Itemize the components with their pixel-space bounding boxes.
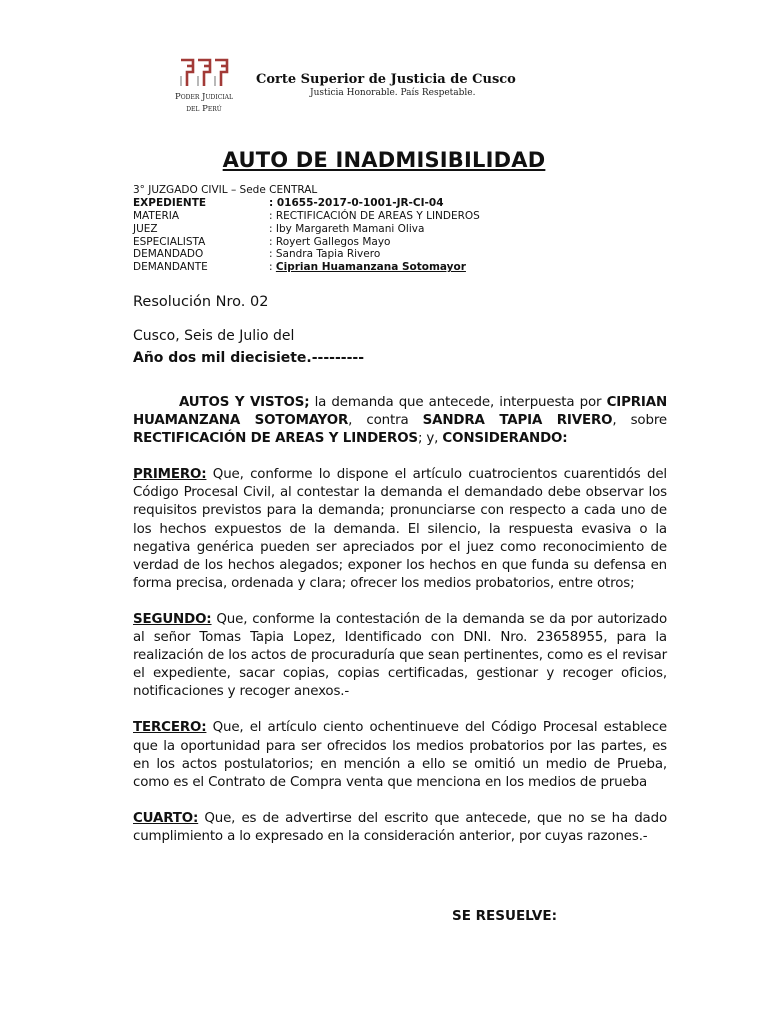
logo-text-line2: del Perú — [186, 104, 222, 114]
paragraph-autos-y-vistos — [133, 394, 667, 448]
document-body — [133, 394, 667, 864]
paragraph-primero — [133, 466, 667, 593]
defendant-name-bold: SANDRA TAPIA RIVERO — [422, 413, 613, 429]
paragraph-text: Que, conforme la contestación de la demanda se da por autorizado al señor Tomas Tapia Lopez, Identificado con DNI. Nro. 23658955, para la realización de los actos de procuraduría que sean pertinentes, como es el revisar el expediente, sacar copias, copias certificadas, gestionar y recoger oficios, notificaciones y recoger anexos.- — [133, 611, 667, 700]
meta-value: : RECTIFICACIÓN DE AREAS Y LINDEROS — [269, 209, 480, 222]
meta-row-expediente — [133, 197, 613, 210]
paragraph-text: , contra — [348, 413, 423, 429]
paragraph-segundo — [133, 611, 667, 701]
autos-y-vistos-heading: AUTOS Y VISTOS; — [179, 395, 310, 410]
tercero-heading: TERCERO: — [133, 720, 207, 736]
year-line: Año dos mil diecisiete.--------- — [133, 350, 365, 366]
document-title: AUTO DE INADMISIBILIDAD — [222, 148, 546, 172]
meta-label: EXPEDIENTE — [133, 196, 207, 209]
meta-value-prefix: : — [269, 261, 276, 274]
court-motto: Justicia Honorable. País Respetable. — [310, 88, 476, 98]
place-date: Cusco, Seis de Julio del — [133, 328, 295, 344]
meta-value: : Royert Gallegos Mayo — [269, 235, 391, 248]
meta-row-especialista — [133, 236, 613, 249]
meta-value: : Iby Margareth Mamani Oliva — [269, 222, 425, 235]
meta-label: JUEZ — [133, 222, 158, 235]
poder-judicial-logo — [168, 58, 240, 115]
paragraph-text: Que, el artículo ciento ochentinueve del Código Procesal establece que la oportunidad para ser ofrecidos los medios probatorios por las partes, es en los actos postulatorios; en mención a ello se omitió un medio de Prueba, como es el Contrato de Compra venta que menciona en los medios de prueba — [133, 720, 667, 790]
paragraph-text: Que, conforme lo dispone el artículo cuatrocientos cuarentidós del Código Procesal Civil, al contestar la demanda el demandado debe observar los requisitos previstos para la demanda; pronunciarse con respecto a cada uno de los hechos expuestos de la demanda. El silencio, la respuesta evasiva o la negativa genérica pueden ser apreciados por el juez como reconocimiento de verdad de los hechos alegados; exponer los hechos en que funda su defensa en forma precisa, ordenada y clara; ofrecer los medios probatorios, entre otros; — [133, 467, 667, 591]
segundo-heading: SEGUNDO: — [133, 611, 212, 627]
se-resuelve-heading: SE RESUELVE: — [452, 908, 557, 924]
meta-value — [269, 261, 466, 274]
meta-row-materia — [133, 210, 613, 223]
considerando-heading: CONSIDERANDO: — [442, 431, 568, 447]
meta-court-text: 3° JUZGADO CIVIL – Sede CENTRAL — [133, 184, 318, 196]
paragraph-text: Que, es de advertirse del escrito que antecede, que no se ha dado cumplimiento a lo expresado en la consideración anterior, por cuyas razones.- — [133, 810, 667, 844]
case-metadata — [133, 184, 613, 274]
meta-row-demandado — [133, 248, 613, 261]
paragraph-cuarto — [133, 810, 667, 846]
matter-bold: RECTIFICACIÓN DE AREAS Y LINDEROS — [133, 431, 418, 447]
court-name: Corte Superior de Justicia de Cusco — [256, 72, 516, 87]
primero-heading: PRIMERO: — [133, 467, 207, 483]
paragraph-text: la demanda que antecede, interpuesta por — [309, 395, 607, 410]
meta-row-juez — [133, 223, 613, 236]
court-emblem-icon — [179, 58, 229, 88]
meta-label: MATERIA — [133, 209, 180, 222]
paragraph-text: ; y, — [417, 431, 443, 447]
paragraph-text: , sobre — [612, 413, 667, 429]
cuarto-heading: CUARTO: — [133, 810, 199, 826]
logo-text-line1: Poder Judicial — [175, 92, 233, 102]
meta-label: ESPECIALISTA — [133, 235, 206, 248]
paragraph-tercero — [133, 719, 667, 791]
meta-value: : 01655-2017-0-1001-JR-CI-04 — [269, 196, 444, 209]
meta-label: DEMANDANTE — [133, 261, 208, 274]
meta-label: DEMANDADO — [133, 248, 204, 261]
meta-value: : Sandra Tapia Rivero — [269, 248, 381, 261]
plaintiff-name: Ciprian Huamanzana Sotomayor — [275, 261, 466, 274]
meta-row-demandante — [133, 261, 613, 274]
resolution-number: Resolución Nro. 02 — [133, 294, 269, 310]
plaintiff-name-bold: CIPRIAN HUAMANZANA SOTOMAYOR — [133, 395, 667, 429]
meta-court — [133, 184, 613, 197]
